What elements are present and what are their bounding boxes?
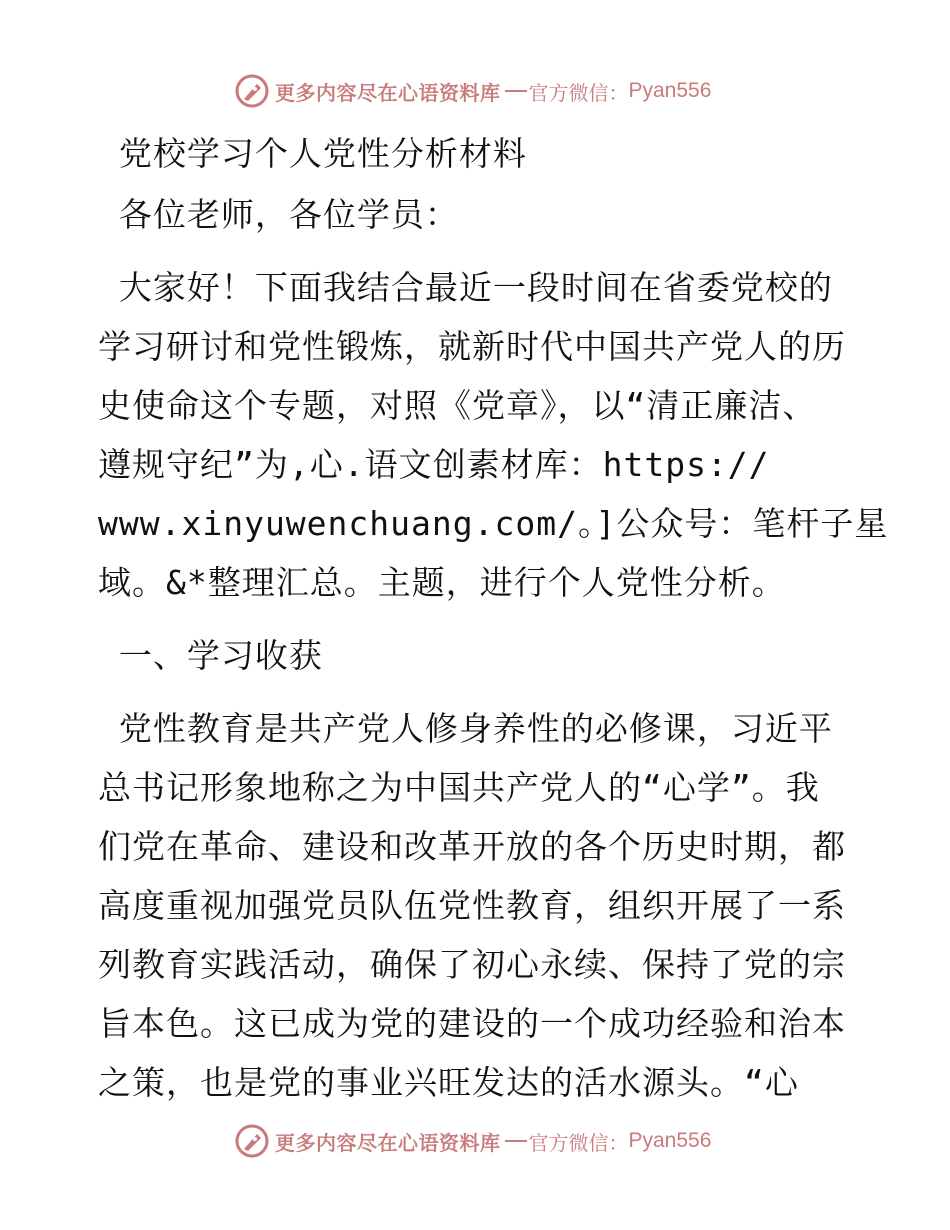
paragraph-line: 遵规守纪”为,心.语文创素材库：https:// — [98, 445, 770, 484]
banner-text: 更多内容尽在心语资料库 — [275, 1130, 501, 1155]
document-title: 党校学习个人党性分析材料 — [98, 134, 527, 173]
footer-watermark-banner — [235, 1122, 711, 1160]
paragraph-line: 大家好！下面我结合最近一段时间在省委党校的 — [98, 268, 833, 307]
banner-wechat-id: Pyan556 — [628, 1129, 712, 1152]
paragraph-line: 域。&*整理汇总。主题，进行个人党性分析。 — [98, 563, 786, 602]
banner-official-label: 官方微信： — [528, 1130, 629, 1155]
paragraph-line: www.xinyuwenchuang.com/。]公众号：笔杆子星 — [98, 504, 889, 543]
banner-dash — [505, 1140, 527, 1142]
pen-nib-logo-icon — [235, 1124, 269, 1158]
banner-official-label: 官方微信： — [528, 80, 629, 105]
paragraph-line: 列教育实践活动，确保了初心永续、保持了党的宗 — [98, 945, 846, 984]
paragraph-line: 之策，也是党的事业兴旺发达的活水源头。“心 — [98, 1063, 799, 1102]
paragraph-line: 党性教育是共产党人修身养性的必修课，习近平 — [98, 709, 833, 748]
greeting: 各位老师，各位学员： — [98, 195, 459, 234]
paragraph-section1 — [98, 699, 868, 1112]
paragraph-line: 高度重视加强党员队伍党性教育，组织开展了一系 — [98, 886, 846, 925]
paragraph-line: 总书记形象地称之为中国共产党人的“心学”。我 — [98, 768, 820, 807]
banner-text: 更多内容尽在心语资料库 — [275, 80, 501, 105]
paragraph-line: 旨本色。这已成为党的建设的一个成功经验和治本 — [98, 1004, 846, 1043]
section-heading: 一、学习收获 — [98, 636, 323, 675]
paragraph-line: 学习研讨和党性锻炼，就新时代中国共产党人的历 — [98, 327, 846, 366]
paragraph-line: 史使命这个专题，对照《党章》，以“清正廉洁、 — [98, 386, 817, 425]
banner-wechat-id: Pyan556 — [628, 79, 712, 102]
pen-nib-logo-icon — [235, 74, 269, 108]
header-watermark-banner — [235, 72, 711, 110]
banner-dash — [505, 90, 527, 92]
paragraph-line: 们党在革命、建设和改革开放的各个历史时期，都 — [98, 827, 846, 866]
document-body — [98, 124, 889, 1112]
paragraph-intro — [98, 258, 889, 612]
